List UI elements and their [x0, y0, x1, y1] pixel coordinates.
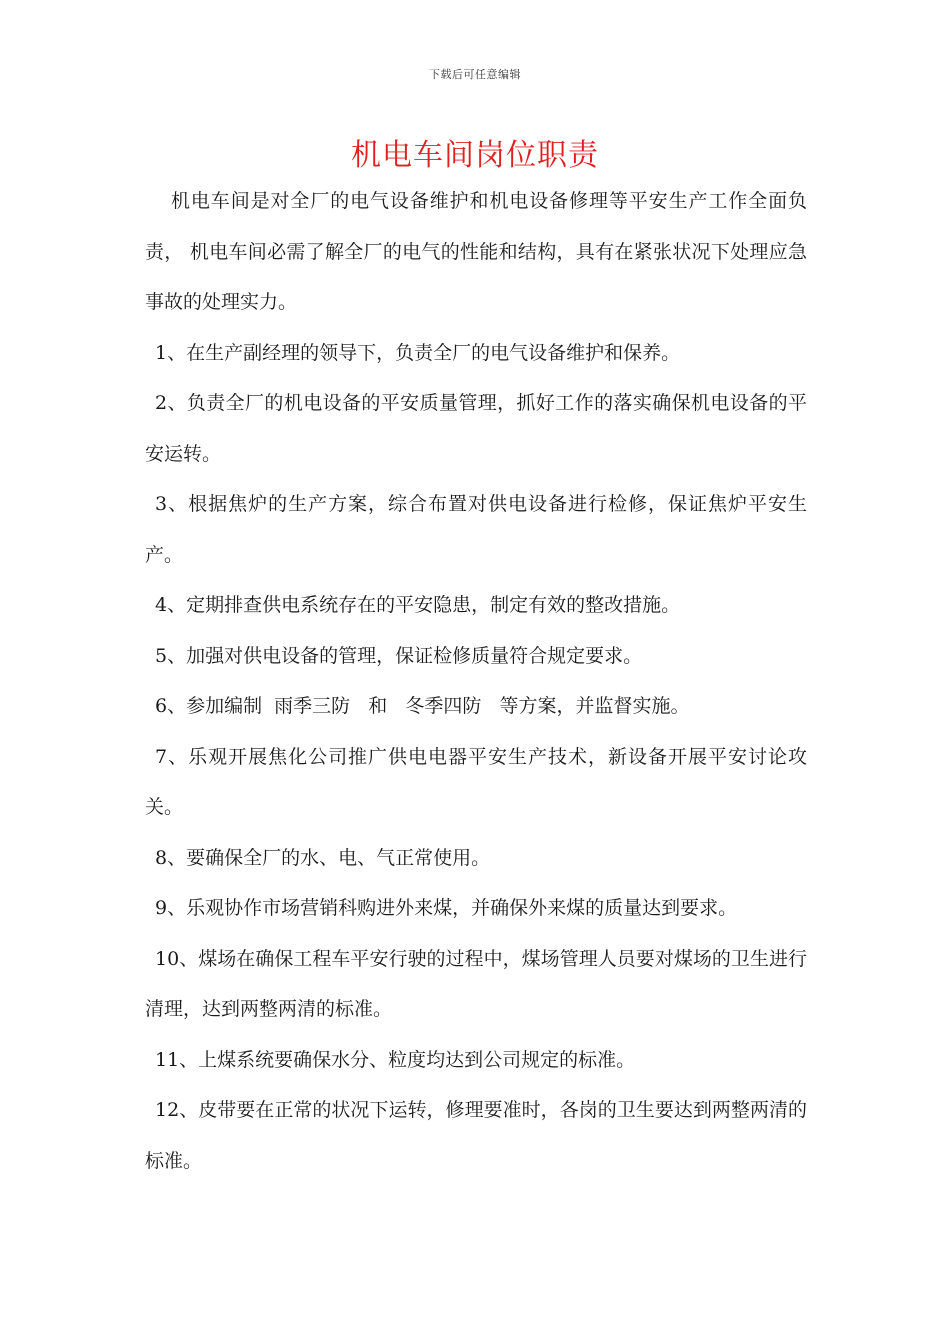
document-body — [145, 176, 807, 1186]
duty-item-12: 12、皮带要在正常的状况下运转，修理要准时，各岗的卫生要达到两整两清的标准。 — [145, 1099, 807, 1172]
duty-item-2: 2、负责全厂的机电设备的平安质量管理，抓好工作的落实确保机电设备的平安运转。 — [145, 392, 807, 465]
intro-paragraph: 机电车间是对全厂的电气设备维护和机电设备修理等平安生产工作全面负责， 机电车间必需了解全厂的电气的性能和结构，具有在紧张状况下处理应急事故的处理实力。 — [145, 190, 807, 313]
duty-item-11: 11、上煤系统要确保水分、粒度均达到公司规定的标准。 — [155, 1048, 636, 1071]
duty-item-3: 3、根据焦炉的生产方案，综合布置对供电设备进行检修，保证焦炉平安生产。 — [145, 493, 807, 566]
duty-item-6: 6、参加编制 雨季三防 和 冬季四防 等方案，并监督实施。 — [155, 695, 690, 717]
duty-item-8: 8、要确保全厂的水、电、气正常使用。 — [155, 846, 491, 869]
duty-item-7: 7、乐观开展焦化公司推广供电电器平安生产技术，新设备开展平安讨论攻关。 — [145, 745, 807, 818]
duty-item-10: 10、煤场在确保工程车平安行驶的过程中，煤场管理人员要对煤场的卫生进行清理，达到两整两清的标准。 — [145, 947, 807, 1020]
header-note: 下载后可任意编辑 — [429, 68, 521, 81]
duty-item-1: 1、在生产副经理的领导下，负责全厂的电气设备维护和保养。 — [155, 341, 681, 364]
document-title: 机电车间岗位职责 — [351, 138, 599, 173]
duty-item-9: 9、乐观协作市场营销科购进外来煤，并确保外来煤的质量达到要求。 — [155, 897, 738, 919]
duty-item-4: 4、定期排查供电系统存在的平安隐患，制定有效的整改措施。 — [155, 594, 681, 616]
duty-item-5: 5、加强对供电设备的管理，保证检修质量符合规定要求。 — [155, 644, 643, 667]
